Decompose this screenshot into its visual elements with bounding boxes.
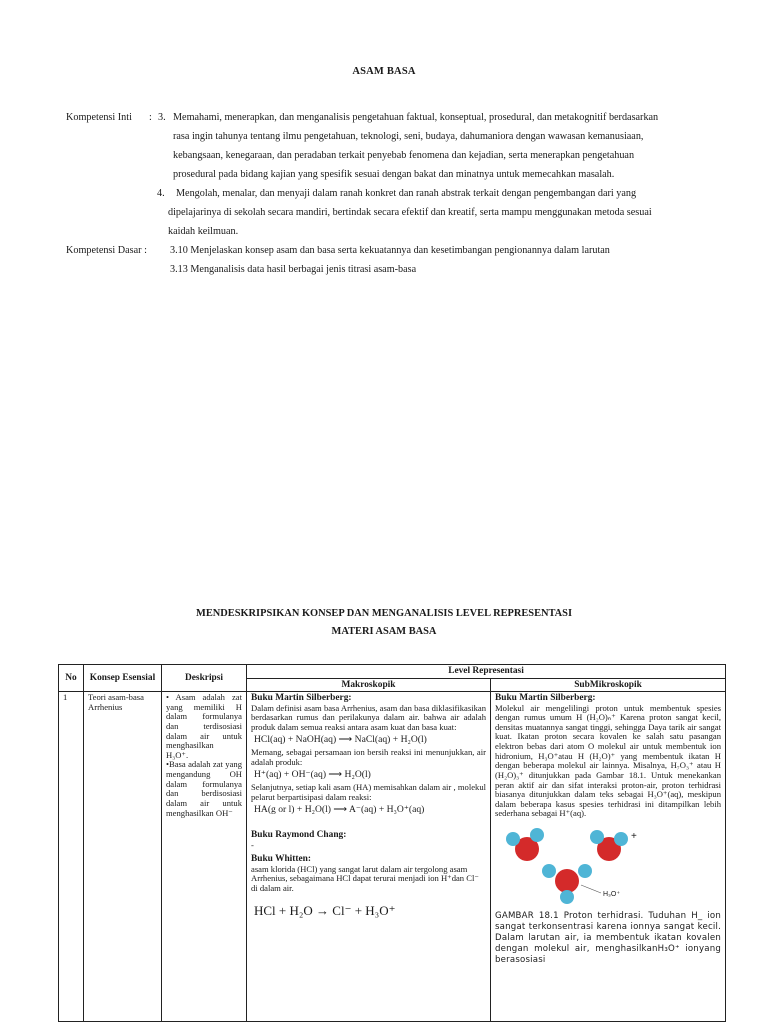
section-title: MENDESKRIPSIKAN KONSEP DAN MENGANALISIS LEVEL REPRESENTASI (196, 608, 572, 619)
makro-book1: Buku Martin Silberberg: (251, 693, 352, 704)
makro-p2: Memang, sebagai persamaan ion bersih reaksi ini menunjukkan, air adalah produk: (251, 747, 486, 767)
deskripsi-acid-ion: H₃O⁺. (166, 749, 189, 760)
makro-book2-text: - (251, 839, 254, 850)
kd-item: 3.10 Menjelaskan konsep asam dan basa serta kekuatannya dan kesetimbangan pengionannya dalam larutan (170, 245, 610, 256)
cell-submikroskopik (491, 692, 726, 1022)
water-molecule-right (590, 830, 628, 861)
makro-p3: Selanjutnya, setiap kali asam (HA) memisahkan dalam air , molekul pelarut berpartisipasi dalam reaksi: (251, 782, 486, 802)
kompetensi-dasar-label: Kompetensi Dasar : (66, 245, 147, 256)
header-konsep: Konsep Esensial (84, 665, 162, 692)
table-row (59, 692, 726, 1022)
header-makroskopik: Makroskopik (247, 678, 491, 692)
header-level: Level Representasi (247, 665, 726, 679)
cell-no: 1 (59, 692, 84, 1022)
cell-konsep: Teori asam-basa Arrhenius (84, 692, 162, 1022)
ki-item3-number: 3. (158, 112, 166, 123)
makro-p1: Dalam definisi asam basa Arrhenius, asam dan basa diklasifikasikan berdasarkan rumus dan perilakunya dalam air. bahwa air adalah produk dalam semua reaksi antara asam kuat dan basa kuat: (251, 702, 486, 732)
ki-item3-line: Memahami, menerapkan, dan menganalisis pengetahuan faktual, konseptual, prosedural, dan metakognitif berdasarkan (173, 112, 659, 123)
equation-net-ionic: H⁺(aq) + OH⁻(aq) ⟶ H₂O(l) (254, 769, 371, 781)
header-no: No (59, 665, 84, 692)
ki-item3-line: prosedural pada bidang kajian yang spesifik sesuai dengan bakat dan minatnya untuk memecahkan masalah. (173, 169, 615, 180)
equation-acid-dissociation: HA(g or l) + H₂O(l) ⟶ A⁻(aq) + H₃O⁺(aq) (254, 804, 425, 816)
makro-p4: asam klorida (HCl) yang sangat larut dalam air tergolong asam Arrhenius, sebagaimana HCl dapat terurai menjadi ion H⁺dan Cl⁻ di dalam air. (251, 863, 479, 894)
deskripsi-base: •Basa adalah zat yang mengandung OH dalam formulanya dan berdisosiasi dalam air untuk menghasilkan OH⁻ (166, 759, 242, 818)
charge-plus-label: + (631, 831, 637, 843)
deskripsi-acid: • Asam adalah zat yang memiliki H dalam formulanya dan terdisosiasi dalam air untuk menghasilkan (166, 692, 242, 751)
ki-item4-line: Mengolah, menalar, dan menyaji dalam ranah konkret dan ranah abstrak terkait dengan pengembangan dari yang (176, 188, 637, 199)
makro-book3: Buku Whitten: (251, 854, 312, 865)
kd-item: 3.13 Menganalisis data hasil berbagai jenis titrasi asam-basa (170, 264, 417, 275)
kompetensi-inti-colon: : (149, 112, 152, 123)
hydronium-molecule-image (501, 827, 651, 907)
ki-item3-line: rasa ingin tahunya tentang ilmu pengetahuan, teknologi, seni, budaya, dahumaniora dengan wawasan kemanusiaan, (173, 131, 644, 142)
ki-item4-line: dipelajarinya di sekolah secara mandiri, bertindak secara efektif dan kreatif, serta mampu menggunakan metoda sesuai (168, 207, 652, 218)
cell-makroskopik (247, 692, 491, 1022)
water-molecule-left (506, 828, 544, 861)
header-submikroskopik: SubMikroskopik (491, 678, 726, 692)
figure-caption: GAMBAR 18.1 Proton terhidrasi. Tuduhan H_ ion sangat terkonsentrasi karena ionnya sangat kecil. Dalam larutan air, ia membentuk ikatan kovalen dengan molekul air, menghasilkanH₃O⁺ ionyang berasosiasi (495, 911, 722, 966)
ki-item4-line: kaidah keilmuan. (168, 226, 239, 237)
representation-table (58, 664, 726, 1022)
ki-item3-line: kebangsaan, kenegaraan, dan peradaban terkait penyebab fenomena dan kejadian, serta menerapkan pengetahuan (173, 150, 635, 161)
hydronium-label: H₃O⁺ (603, 891, 621, 899)
kompetensi-inti-label: Kompetensi Inti (66, 112, 132, 123)
equation-hcl: HCl + H₂O → Cl⁻ + H₃O⁺ (254, 902, 396, 918)
submikro-p1: Molekul air mengelilingi proton untuk membentuk spesies dengan rumus umum H (H₂O)ₙ⁺ Karena proton sangat kecil, densitas muatannya sangat tinggi, sehingga Daya tarik air sangat kuat. Ikatan proton secara kovalen ke salah satu pasangan elektron bebas dari atom O molekul air untuk membentuk ion hidronium, H₃O⁺atau H (H₂O)⁺ yang membentuk ikatan H dengan beberapa molekul air lainnya. Misalnya, H₇O₃⁺ atau H (H₂O)₃⁺ ditunjukkan pada Gambar 18.1. Untuk menekankan peran aktif air dan sifat interaksi proton-air, proton terhidrasi biasanya ditunjukkan dalam teks sebagai H₃O⁺(aq), meskipun dalam beberapa kasus spesies terhidrasi ini ditampilkan lebih sederhana sebagai H⁺(aq). (495, 702, 722, 819)
header-deskripsi: Deskripsi (162, 665, 247, 692)
makro-book2: Buku Raymond Chang: (251, 830, 347, 841)
document-title: ASAM BASA (352, 66, 416, 77)
equation-neutralization: HCl(aq) + NaOH(aq) ⟶ NaCl(aq) + H₂O(l) (254, 734, 427, 746)
ki-item4-number: 4. (157, 188, 165, 199)
section-subtitle: MATERI ASAM BASA (331, 626, 437, 637)
cell-deskripsi (162, 692, 247, 1022)
submikro-book1: Buku Martin Silberberg: (495, 693, 596, 704)
hydronium-core (542, 864, 592, 904)
